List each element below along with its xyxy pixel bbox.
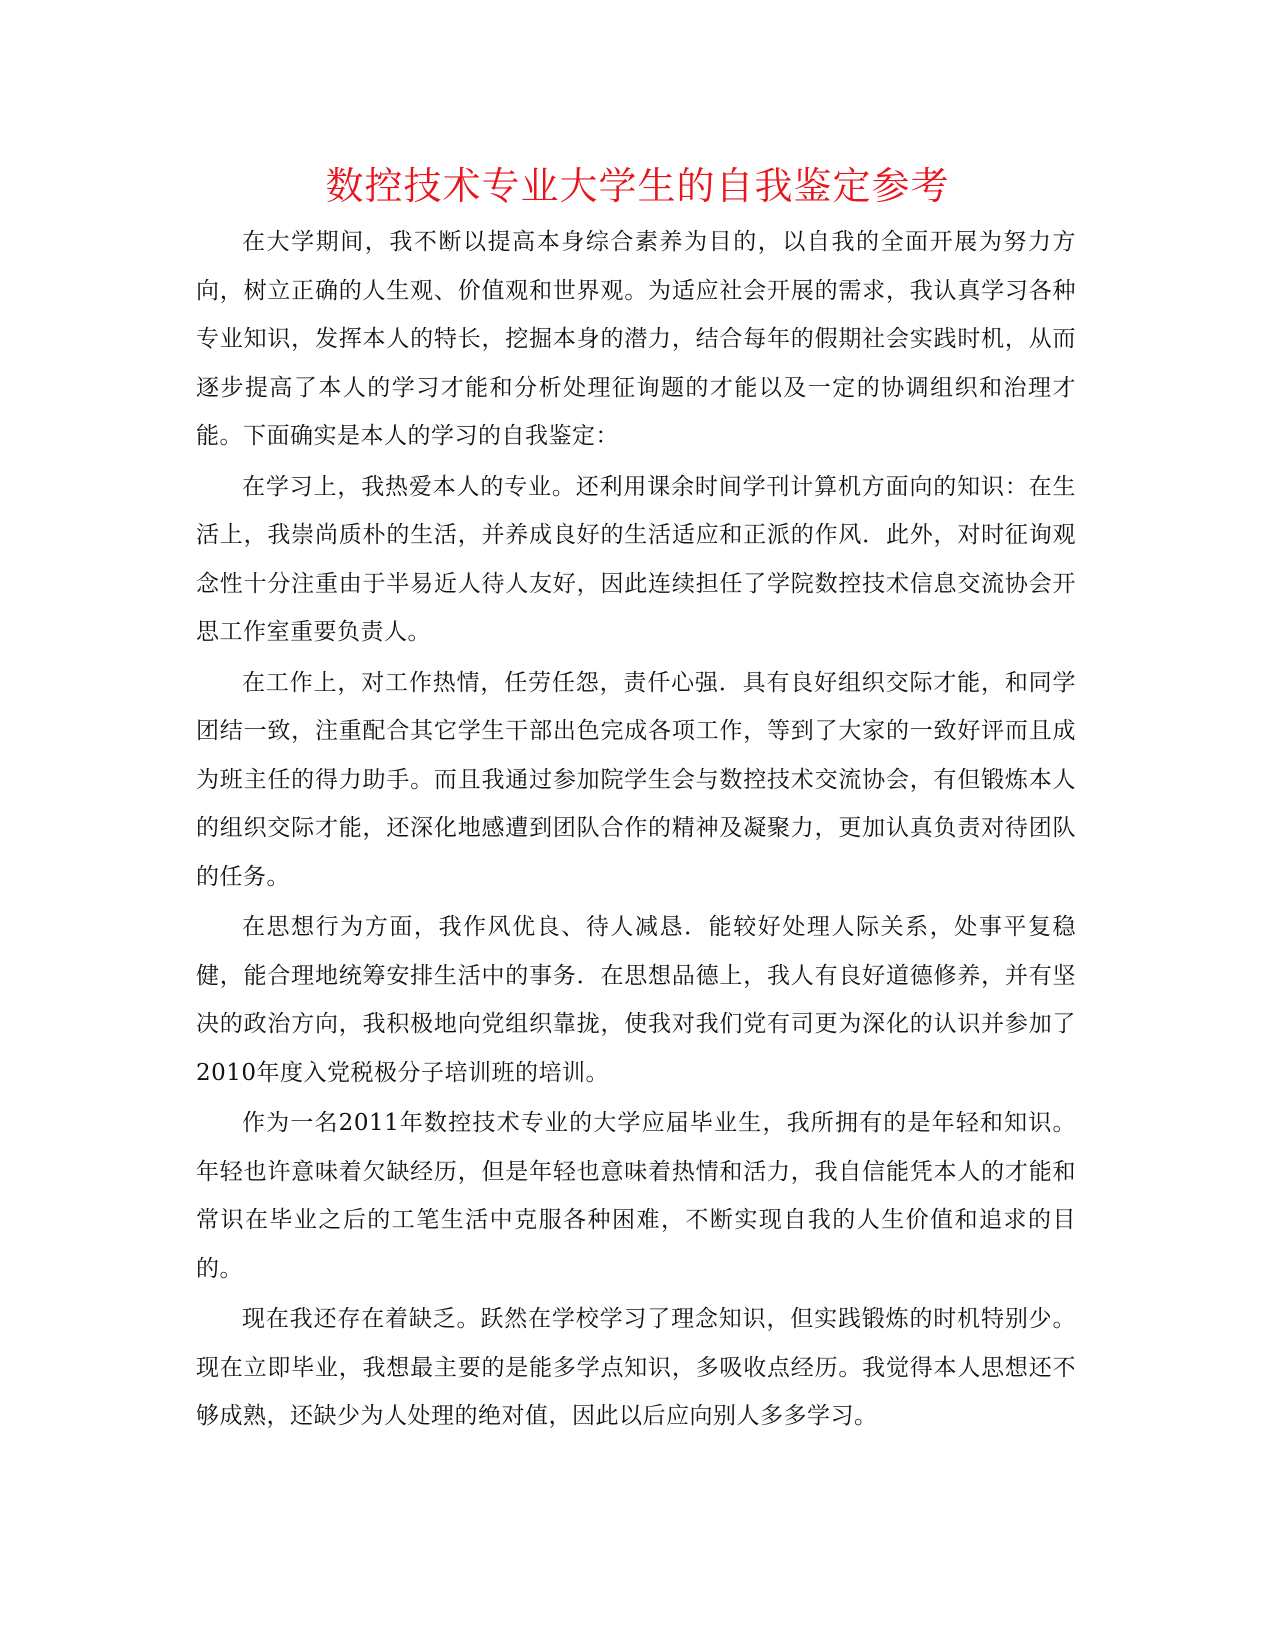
paragraph-shortcomings: 现在我还存在着缺乏。跃然在学校学习了理念知识，但实践锻炼的时机特别少。现在立即毕业，我想最主要的是能多学点知识，多吸收点经历。我觉得本人思想还不够成熟，还缺少为人处理的绝对值，因此以后应向别人多多学习。 [196,1306,1076,1429]
paragraph-graduate: 作为一名2011年数控技术专业的大学应届毕业生，我所拥有的是年轻和知识。年轻也许意味着欠缺经历，但是年轻也意味着热情和活力，我自信能凭本人的才能和常识在毕业之后的工笔生活中克服各种困难，不断实现自我的人生价值和追求的目的。 [196,1110,1076,1282]
document-body [196,218,1076,1443]
paragraph-intro: 在大学期间，我不断以提高本身综合素养为目的，以自我的全面开展为努力方向，树立正确的人生观、价值观和世界观。为适应社会开展的需求，我认真学习各种专业知识，发挥本人的特长，挖掘本身的潜力，结合每年的假期社会实践时机，从而逐步提高了本人的学习才能和分析处理征询题的才能以及一定的协调组织和治理才能。下面确实是本人的学习的自我鉴定： [196,229,1076,449]
document-title: 数控技术专业大学生的自我鉴定参考 [325,164,950,208]
paragraph-study: 在学习上，我热爱本人的专业。还利用课余时间学刊计算机方面向的知识：在生活上，我崇尚质朴的生活，并养成良好的生活适应和正派的作风．此外，对时征询观念性十分注重由于半易近人待人友好，因此连续担任了学院数控技术信息交流协会开思工作室重要负责人。 [196,473,1076,645]
paragraph-work: 在工作上，对工作热情，任劳任怨，责仟心强．具有良好组织交际才能，和同学团结一致，注重配合其它学生干部出色完成各项工作，等到了大家的一致好评而且成为班主任的得力助手。而且我通过参加院学生会与数控技术交流协会，有但锻炼本人的组织交际才能，还深化地感遭到团队合作的精神及凝聚力，更加认真负责对待团队的任务。 [196,669,1076,890]
paragraph-ideology: 在思想行为方面，我作风优良、待人减恳．能较好处理人际关系，处事平复稳健，能合理地统筹安排生活中的事务．在思想品德上，我人有良好道德修养，并有坚决的政治方向，我积极地向党组织靠拢，使我对我们党有司更为深化的认识并参加了2010年度入党税极分子培训班的培训。 [196,914,1076,1086]
